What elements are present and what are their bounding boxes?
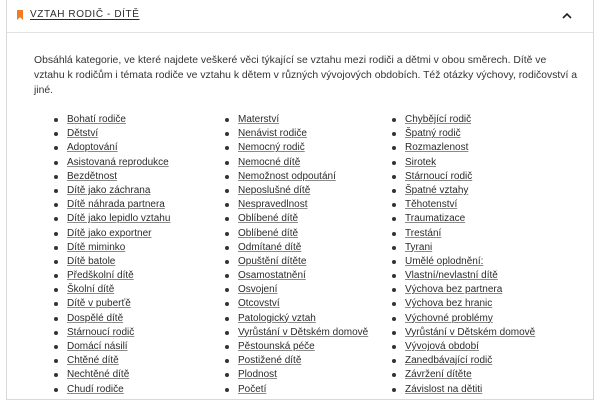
topic-link[interactable]: Stárnoucí rodič: [67, 326, 135, 338]
topic-list-item[interactable]: [224, 227, 368, 241]
topic-list-item[interactable]: [391, 156, 535, 170]
topic-list-item[interactable]: [53, 255, 170, 269]
topic-link[interactable]: Materství: [238, 114, 280, 125]
topic-list-item[interactable]: [53, 170, 170, 184]
topic-link[interactable]: Nenávist rodiče: [238, 128, 307, 140]
panel-content: [34, 53, 579, 395]
topic-link[interactable]: Tyrani: [405, 241, 433, 253]
topic-link[interactable]: Dítě batole: [67, 255, 116, 267]
topic-column-3: [391, 113, 535, 397]
topic-list-item[interactable]: [391, 170, 535, 184]
topic-list-item[interactable]: [391, 340, 535, 354]
topic-link[interactable]: Dítě v puberťě: [67, 298, 131, 310]
topic-link[interactable]: Plodnost: [238, 369, 277, 381]
topic-list-item[interactable]: [53, 127, 170, 141]
topic-list-item[interactable]: [224, 127, 368, 141]
topic-link[interactable]: Patologický vztah: [238, 312, 316, 324]
topic-link[interactable]: Dětství: [67, 128, 99, 140]
topic-link[interactable]: Dítě jako exportner: [67, 227, 152, 239]
topic-list-item[interactable]: [391, 227, 535, 241]
topic-link[interactable]: Opuštění dítěte: [238, 255, 307, 267]
topic-list-item[interactable]: [224, 269, 368, 283]
topic-link[interactable]: Oblíbené dítě: [238, 227, 299, 239]
topic-link[interactable]: Předškolní dítě: [67, 270, 134, 282]
topic-list-item[interactable]: [224, 184, 368, 198]
bookmark-icon: [17, 10, 23, 20]
topic-list-item[interactable]: [391, 326, 535, 340]
topic-list-item[interactable]: [391, 383, 535, 397]
topic-list-item[interactable]: [53, 340, 170, 354]
topic-link[interactable]: Vyrůstání v Dětském domově: [405, 326, 536, 338]
topic-list-item[interactable]: [53, 297, 170, 311]
topic-list-item[interactable]: [391, 269, 535, 283]
category-panel: [6, 0, 594, 400]
topic-list-item[interactable]: [391, 141, 535, 155]
topic-list-item[interactable]: [391, 283, 535, 297]
topic-link[interactable]: Postižené dítě: [238, 355, 302, 367]
topic-link[interactable]: Chybějící rodič: [405, 114, 472, 125]
topic-link[interactable]: Závislost na dětiti: [405, 383, 483, 395]
topic-list-item[interactable]: [391, 198, 535, 212]
topic-list-item[interactable]: [224, 312, 368, 326]
topic-list-item[interactable]: [224, 212, 368, 226]
topic-link[interactable]: Výchova bez hranic: [405, 298, 493, 310]
topic-link[interactable]: Stárnoucí rodič: [405, 170, 473, 182]
topic-link[interactable]: Bohatí rodiče: [67, 114, 126, 125]
topic-link[interactable]: Traumatizace: [405, 213, 466, 225]
topic-list-item[interactable]: [224, 198, 368, 212]
topic-list-item[interactable]: [224, 297, 368, 311]
topic-list-item[interactable]: [53, 141, 170, 155]
topic-link[interactable]: Trestání: [405, 227, 442, 239]
topic-list-item[interactable]: [391, 368, 535, 382]
topic-list-item[interactable]: [53, 184, 170, 198]
topic-link[interactable]: Vlastní/nevlastní dítě: [405, 270, 498, 282]
topic-list-item[interactable]: [224, 113, 368, 127]
topic-link[interactable]: Výchovné problémy: [405, 312, 493, 324]
topic-list-item[interactable]: [391, 127, 535, 141]
topic-link[interactable]: Sirotek: [405, 156, 437, 168]
topic-link[interactable]: Odmítané dítě: [238, 241, 302, 253]
topic-list-item[interactable]: [53, 227, 170, 241]
topic-link[interactable]: Nemocné dítě: [238, 156, 301, 168]
topic-list-item[interactable]: [224, 383, 368, 397]
topic-link[interactable]: Otcovství: [238, 298, 280, 310]
topic-column-1: [53, 113, 170, 397]
topic-list-item[interactable]: [53, 269, 170, 283]
panel-title[interactable]: VZTAH RODIČ - DÍTĚ: [30, 9, 140, 20]
chevron-up-icon[interactable]: [561, 10, 573, 22]
topic-list-item[interactable]: [391, 212, 535, 226]
topic-link[interactable]: Oblíbené dítě: [238, 213, 299, 225]
topic-link[interactable]: Výchova bez partnera: [405, 284, 503, 296]
topic-link[interactable]: Školní dítě: [67, 284, 115, 296]
topic-list-item[interactable]: [224, 368, 368, 382]
topic-link[interactable]: Špatný rodič: [405, 128, 461, 140]
topic-link[interactable]: Špatné vztahy: [405, 184, 469, 196]
topic-list-item[interactable]: [391, 297, 535, 311]
topic-list-item[interactable]: [53, 283, 170, 297]
topic-link[interactable]: Nechtěné dítě: [67, 369, 130, 381]
topic-link[interactable]: Početí: [238, 383, 267, 395]
topic-link[interactable]: Vyrůstání v Dětském domově: [238, 326, 369, 338]
topic-link[interactable]: Asistovaná reprodukce: [67, 156, 169, 168]
topic-list-item[interactable]: [224, 340, 368, 354]
topic-list-item[interactable]: [391, 113, 535, 127]
topic-list-item[interactable]: [53, 326, 170, 340]
topic-link[interactable]: Neposlušné dítě: [238, 184, 311, 196]
topic-list-item[interactable]: [53, 354, 170, 368]
topic-link[interactable]: Domácí násilí: [67, 341, 128, 352]
topic-list-item[interactable]: [224, 170, 368, 184]
topic-list-item[interactable]: [224, 141, 368, 155]
topic-link[interactable]: Bezdětnost: [67, 170, 118, 182]
topic-link[interactable]: Dítě jako záchrana: [67, 184, 151, 196]
topic-list-item[interactable]: [391, 354, 535, 368]
topic-link[interactable]: Zanedbávající rodič: [405, 355, 493, 367]
topic-link[interactable]: Nemocný rodič: [238, 142, 305, 154]
topic-list-item[interactable]: [224, 241, 368, 255]
topic-link[interactable]: Těhotenství: [405, 199, 458, 211]
panel-header[interactable]: [7, 0, 593, 33]
topic-list-item[interactable]: [224, 283, 368, 297]
topic-link[interactable]: Nemožnost odpoutání: [238, 170, 336, 182]
category-description: Obsáhlá kategorie, ve které najdete veškeré věci týkající se vztahu mezi rodiči a dětmi v obou směrech. Dítě ve vztahu k rodičům i témata rodiče ve vztahu k dětem v různých vývojových obdobích. Též otázky výchovy, rodičovství a jiné.: [34, 55, 578, 96]
topic-list-item[interactable]: [224, 255, 368, 269]
topic-list-item[interactable]: [53, 156, 170, 170]
topic-link[interactable]: Dítě jako lepidlo vztahu: [67, 213, 171, 225]
topic-link[interactable]: Chtěné dítě: [67, 355, 119, 367]
topic-list-item[interactable]: [391, 255, 535, 269]
topic-link[interactable]: Osamostatnění: [238, 270, 306, 282]
topic-list-item[interactable]: [53, 241, 170, 255]
topic-link[interactable]: Závržení dítěte: [405, 369, 472, 381]
topic-link[interactable]: Dospělé dítě: [67, 312, 124, 324]
topic-link[interactable]: Nespravedlnost: [238, 199, 308, 211]
topic-link[interactable]: Dítě náhrada partnera: [67, 199, 165, 211]
topic-list-item[interactable]: [391, 184, 535, 198]
topic-link[interactable]: Chudí rodiče: [67, 383, 124, 395]
topic-column-2: [224, 113, 368, 397]
topic-list-item[interactable]: [391, 241, 535, 255]
topic-list-item[interactable]: [53, 198, 170, 212]
topic-list-item[interactable]: [53, 368, 170, 382]
topic-list-item[interactable]: [53, 212, 170, 226]
topic-list-item[interactable]: [224, 156, 368, 170]
topic-link[interactable]: Umělé oplodnění:: [405, 255, 484, 267]
topic-list-item[interactable]: [53, 113, 170, 127]
topic-link[interactable]: Rozmazlenost: [405, 142, 469, 154]
topic-list-item[interactable]: [53, 312, 170, 326]
topic-list-item[interactable]: [53, 383, 170, 397]
topic-list-item[interactable]: [391, 312, 535, 326]
topic-link[interactable]: Vývojová období: [405, 341, 479, 352]
topic-link[interactable]: Osvojení: [238, 284, 278, 296]
topic-link[interactable]: Adoptování: [67, 142, 118, 154]
topic-link[interactable]: Pěstounská péče: [238, 341, 315, 352]
topic-link[interactable]: Dítě miminko: [67, 241, 126, 253]
topic-list-item[interactable]: [224, 354, 368, 368]
topic-list-item[interactable]: [224, 326, 368, 340]
